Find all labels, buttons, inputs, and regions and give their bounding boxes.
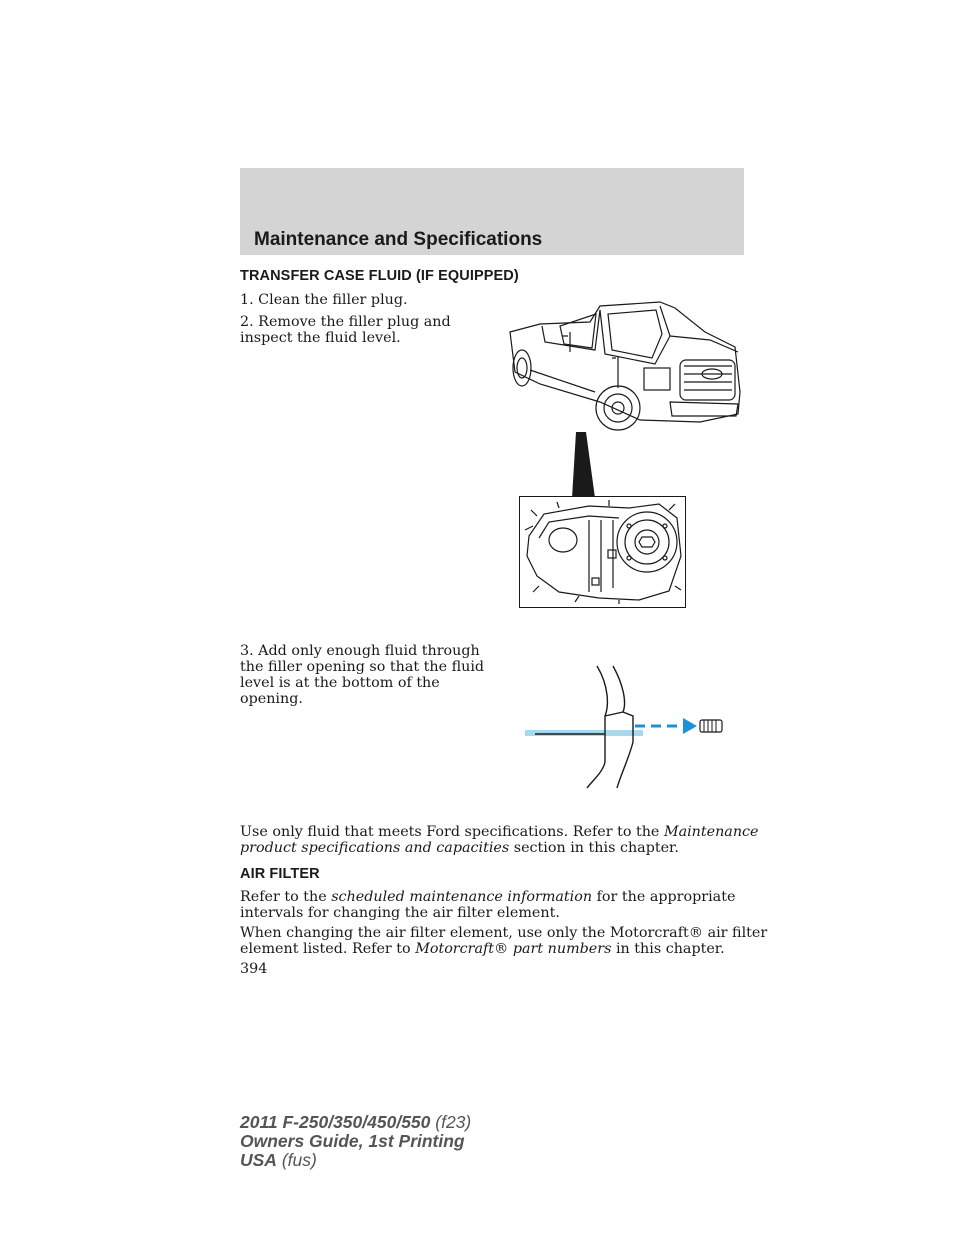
truck-illustration — [500, 292, 745, 502]
note-text: Use only fluid that meets Ford specifications. Refer to the — [240, 824, 664, 840]
filler-plug-icon — [700, 720, 722, 732]
p2-reference: Motorcraft® part numbers — [415, 941, 612, 957]
fluid-level-bar — [525, 730, 643, 736]
p1-reference: scheduled maintenance information — [331, 889, 593, 905]
step-3 — [240, 643, 484, 707]
p1-line-2: intervals for changing the air filter element. — [240, 905, 560, 921]
step-3-line-1: 3. Add only enough fluid through — [240, 643, 480, 659]
note-reference-cont: product specifications and capacities — [240, 840, 510, 856]
transfer-case-illustration — [519, 496, 686, 608]
step-3-line-3: level is at the bottom of the — [240, 675, 440, 691]
step-1: 1. Clean the filler plug. — [240, 292, 408, 308]
heading-transfer-case: TRANSFER CASE FLUID (IF EQUIPPED) — [240, 268, 519, 284]
page-section-title: Maintenance and Specifications — [254, 229, 543, 250]
footer-market-code: (fus) — [276, 1150, 317, 1170]
arrow-head-icon — [683, 718, 697, 734]
air-filter-paragraph-2 — [240, 925, 767, 957]
step-2-line-1: 2. Remove the filler plug and — [240, 314, 451, 330]
p2-text: element listed. Refer to — [240, 941, 416, 957]
step-3-line-4: opening. — [240, 691, 303, 707]
p2-text-end: in this chapter. — [611, 941, 725, 957]
footer-market: USA — [240, 1150, 277, 1170]
fluid-spec-note — [240, 824, 759, 856]
document-footer — [240, 1113, 471, 1170]
footer-printing: Owners Guide, 1st Printing — [240, 1131, 465, 1151]
p1-text: Refer to the — [240, 889, 332, 905]
air-filter-paragraph-1 — [240, 889, 735, 921]
heading-air-filter: AIR FILTER — [240, 866, 320, 882]
note-text-end: section in this chapter. — [509, 840, 679, 856]
p1-text-end: for the appropriate — [592, 889, 736, 905]
p2-line-1: When changing the air filter element, use only the Motorcraft® air filter — [240, 925, 768, 941]
footer-model: 2011 F-250/350/450/550 — [240, 1112, 431, 1132]
note-reference: Maintenance — [663, 824, 759, 840]
fill-level-diagram — [525, 662, 730, 790]
step-2 — [240, 314, 451, 346]
footer-model-code: (f23) — [430, 1112, 472, 1132]
step-3-line-2: the filler opening so that the fluid — [240, 659, 485, 675]
step-2-line-2: inspect the fluid level. — [240, 330, 401, 346]
page-number: 394 — [240, 961, 268, 977]
